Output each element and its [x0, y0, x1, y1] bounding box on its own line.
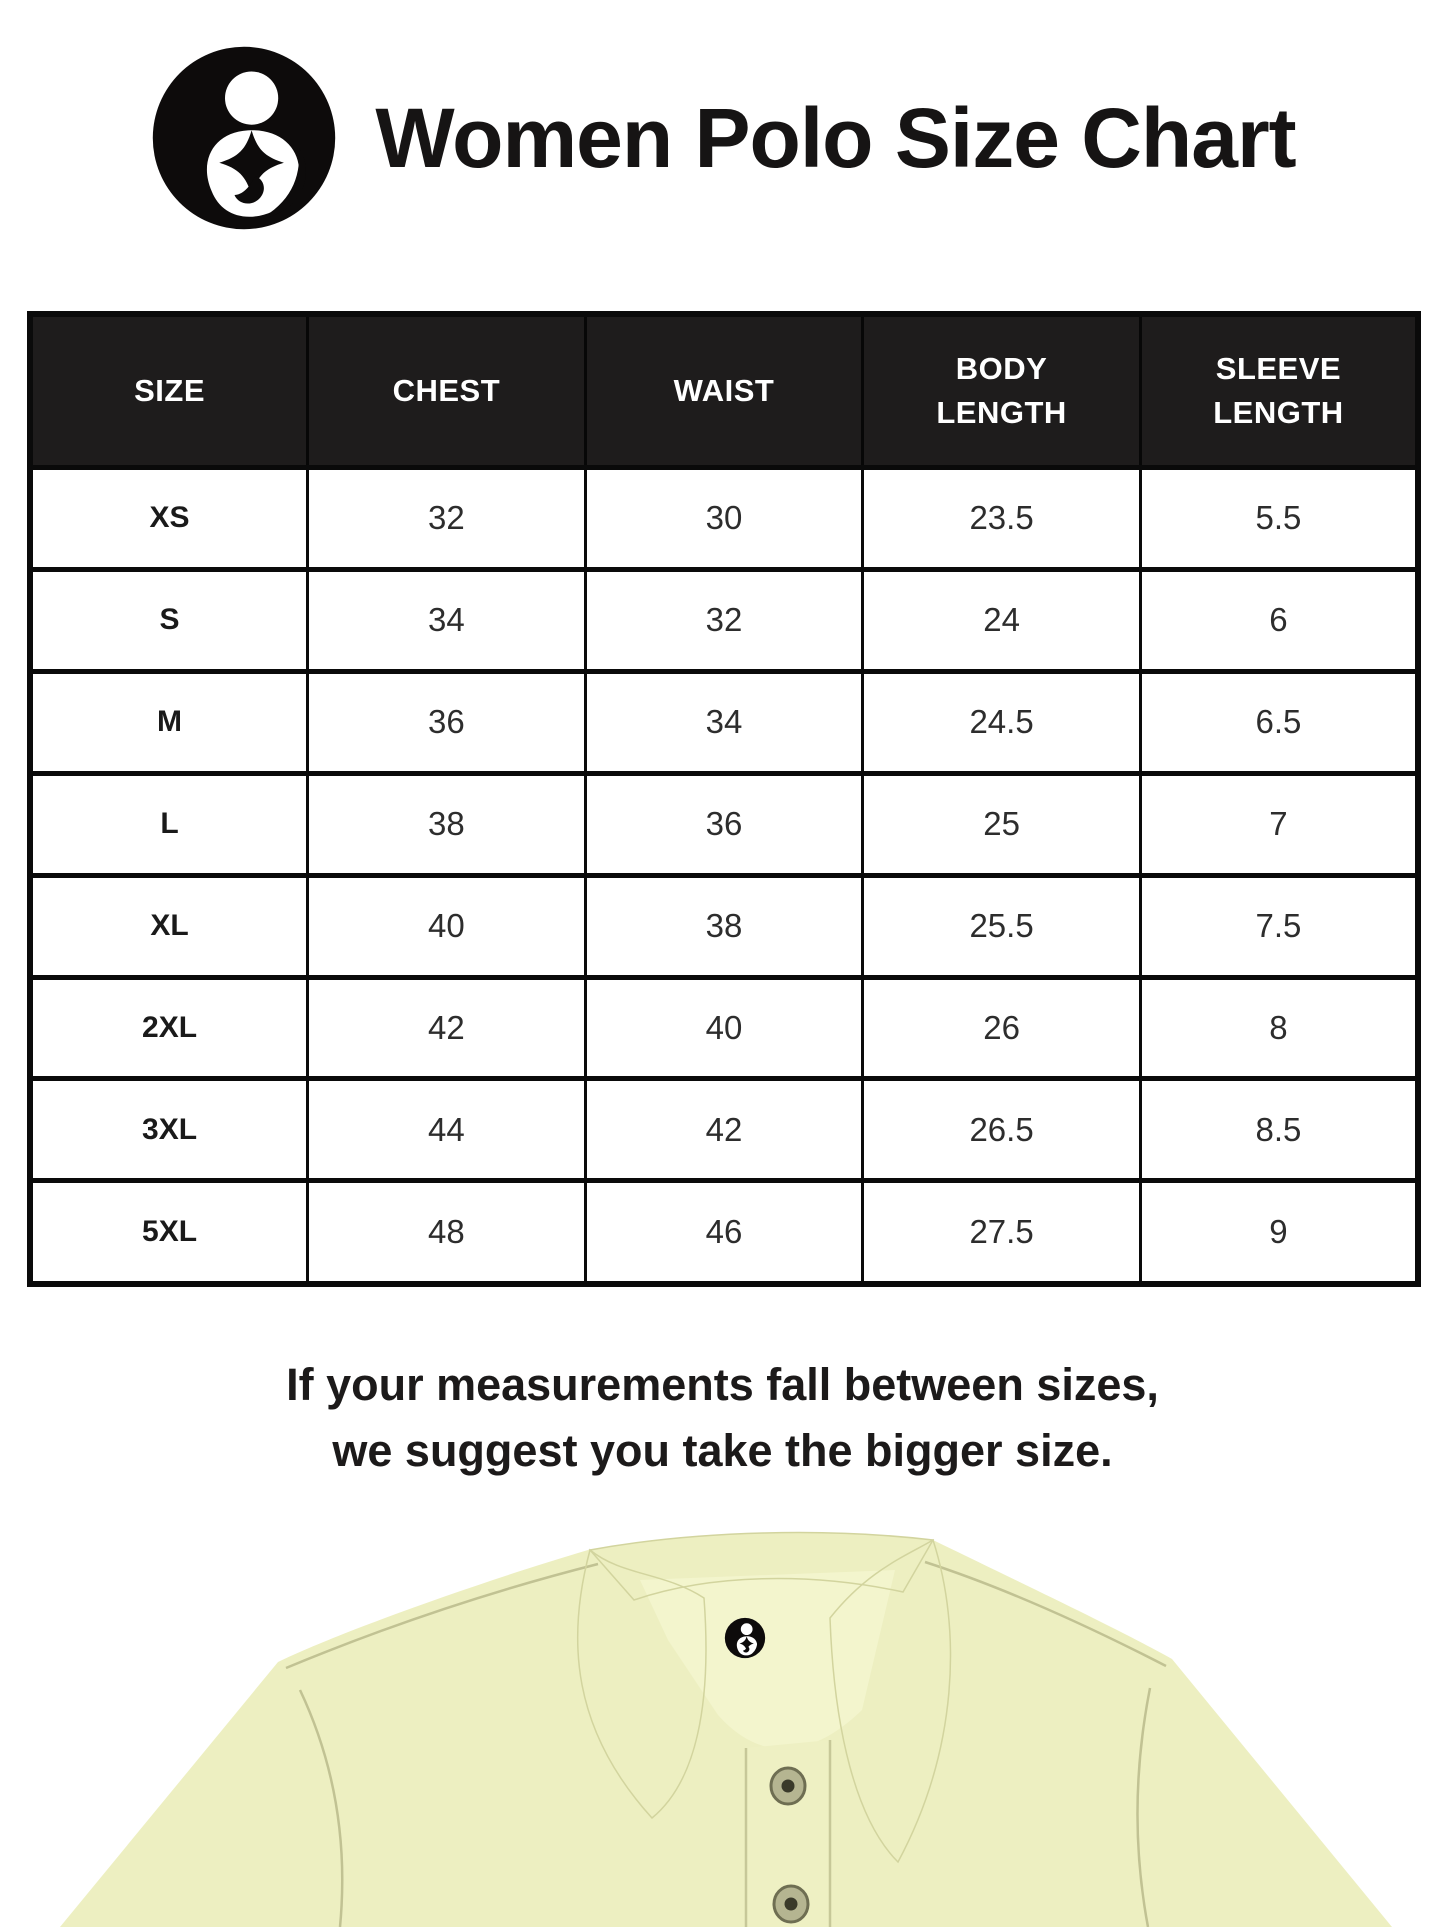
shirt-button-bottom — [774, 1886, 808, 1922]
chest-cell: 42 — [308, 977, 586, 1079]
fit-note — [0, 1352, 1445, 1484]
chest-cell: 32 — [308, 468, 586, 570]
chest-cell: 40 — [308, 875, 586, 977]
size-label-cell: 5XL — [30, 1181, 308, 1284]
chest-cell: 44 — [308, 1079, 586, 1181]
size-label-cell: M — [30, 671, 308, 773]
body-length-cell: 25.5 — [863, 875, 1141, 977]
table-row-s — [30, 569, 1418, 671]
chest-cell: 34 — [308, 569, 586, 671]
page-title: Women Polo Size Chart — [375, 90, 1296, 185]
table-row-2xl — [30, 977, 1418, 1079]
sleeve-length-cell: 9 — [1140, 1181, 1418, 1284]
header-row — [30, 314, 1418, 468]
brand-header — [0, 38, 1445, 238]
table-row-3xl — [30, 1079, 1418, 1181]
table-row-5xl — [30, 1181, 1418, 1284]
body-length-cell: 26 — [863, 977, 1141, 1079]
sleeve-length-cell: 6 — [1140, 569, 1418, 671]
body-length-cell: 24 — [863, 569, 1141, 671]
body-length-cell: 24.5 — [863, 671, 1141, 773]
table-row-m — [30, 671, 1418, 773]
chest-cell: 48 — [308, 1181, 586, 1284]
body-length-cell: 27.5 — [863, 1181, 1141, 1284]
size-label-cell: 3XL — [30, 1079, 308, 1181]
body-length-cell: 25 — [863, 773, 1141, 875]
sleeve-length-cell: 7.5 — [1140, 875, 1418, 977]
sleeve-length-cell: 7 — [1140, 773, 1418, 875]
waist-cell: 34 — [585, 671, 863, 773]
size-label-cell: S — [30, 569, 308, 671]
sleeve-length-cell: 5.5 — [1140, 468, 1418, 570]
size-label-cell: 2XL — [30, 977, 308, 1079]
body-length-cell: 26.5 — [863, 1079, 1141, 1181]
chest-cell: 38 — [308, 773, 586, 875]
chest-cell: 36 — [308, 671, 586, 773]
table-row-xs — [30, 468, 1418, 570]
collar-tag-logo-icon — [725, 1618, 765, 1658]
column-header-size: SIZE — [30, 314, 308, 468]
column-header-body-length: BODY LENGTH — [863, 314, 1141, 468]
sleeve-length-cell: 8.5 — [1140, 1079, 1418, 1181]
polo-shirt-image — [0, 1520, 1445, 1927]
body-length-cell: 23.5 — [863, 468, 1141, 570]
waist-cell: 46 — [585, 1181, 863, 1284]
table-row-xl — [30, 875, 1418, 977]
fit-note-line-2: we suggest you take the bigger size. — [332, 1425, 1113, 1476]
size-chart-table — [27, 311, 1421, 1287]
waist-cell: 38 — [585, 875, 863, 977]
table-row-l — [30, 773, 1418, 875]
mother-and-baby-brand-logo-icon — [149, 43, 339, 233]
size-label-cell: XL — [30, 875, 308, 977]
sleeve-length-cell: 6.5 — [1140, 671, 1418, 773]
waist-cell: 30 — [585, 468, 863, 570]
column-header-chest: CHEST — [308, 314, 586, 468]
sleeve-length-cell: 8 — [1140, 977, 1418, 1079]
waist-cell: 40 — [585, 977, 863, 1079]
waist-cell: 42 — [585, 1079, 863, 1181]
column-header-sleeve-length: SLEEVE LENGTH — [1140, 314, 1418, 468]
waist-cell: 36 — [585, 773, 863, 875]
waist-cell: 32 — [585, 569, 863, 671]
shirt-button-top — [771, 1768, 805, 1804]
column-header-waist: WAIST — [585, 314, 863, 468]
size-chart-table-header — [30, 314, 1418, 468]
size-label-cell: L — [30, 773, 308, 875]
fit-note-line-1: If your measurements fall between sizes, — [286, 1359, 1159, 1410]
size-label-cell: XS — [30, 468, 308, 570]
